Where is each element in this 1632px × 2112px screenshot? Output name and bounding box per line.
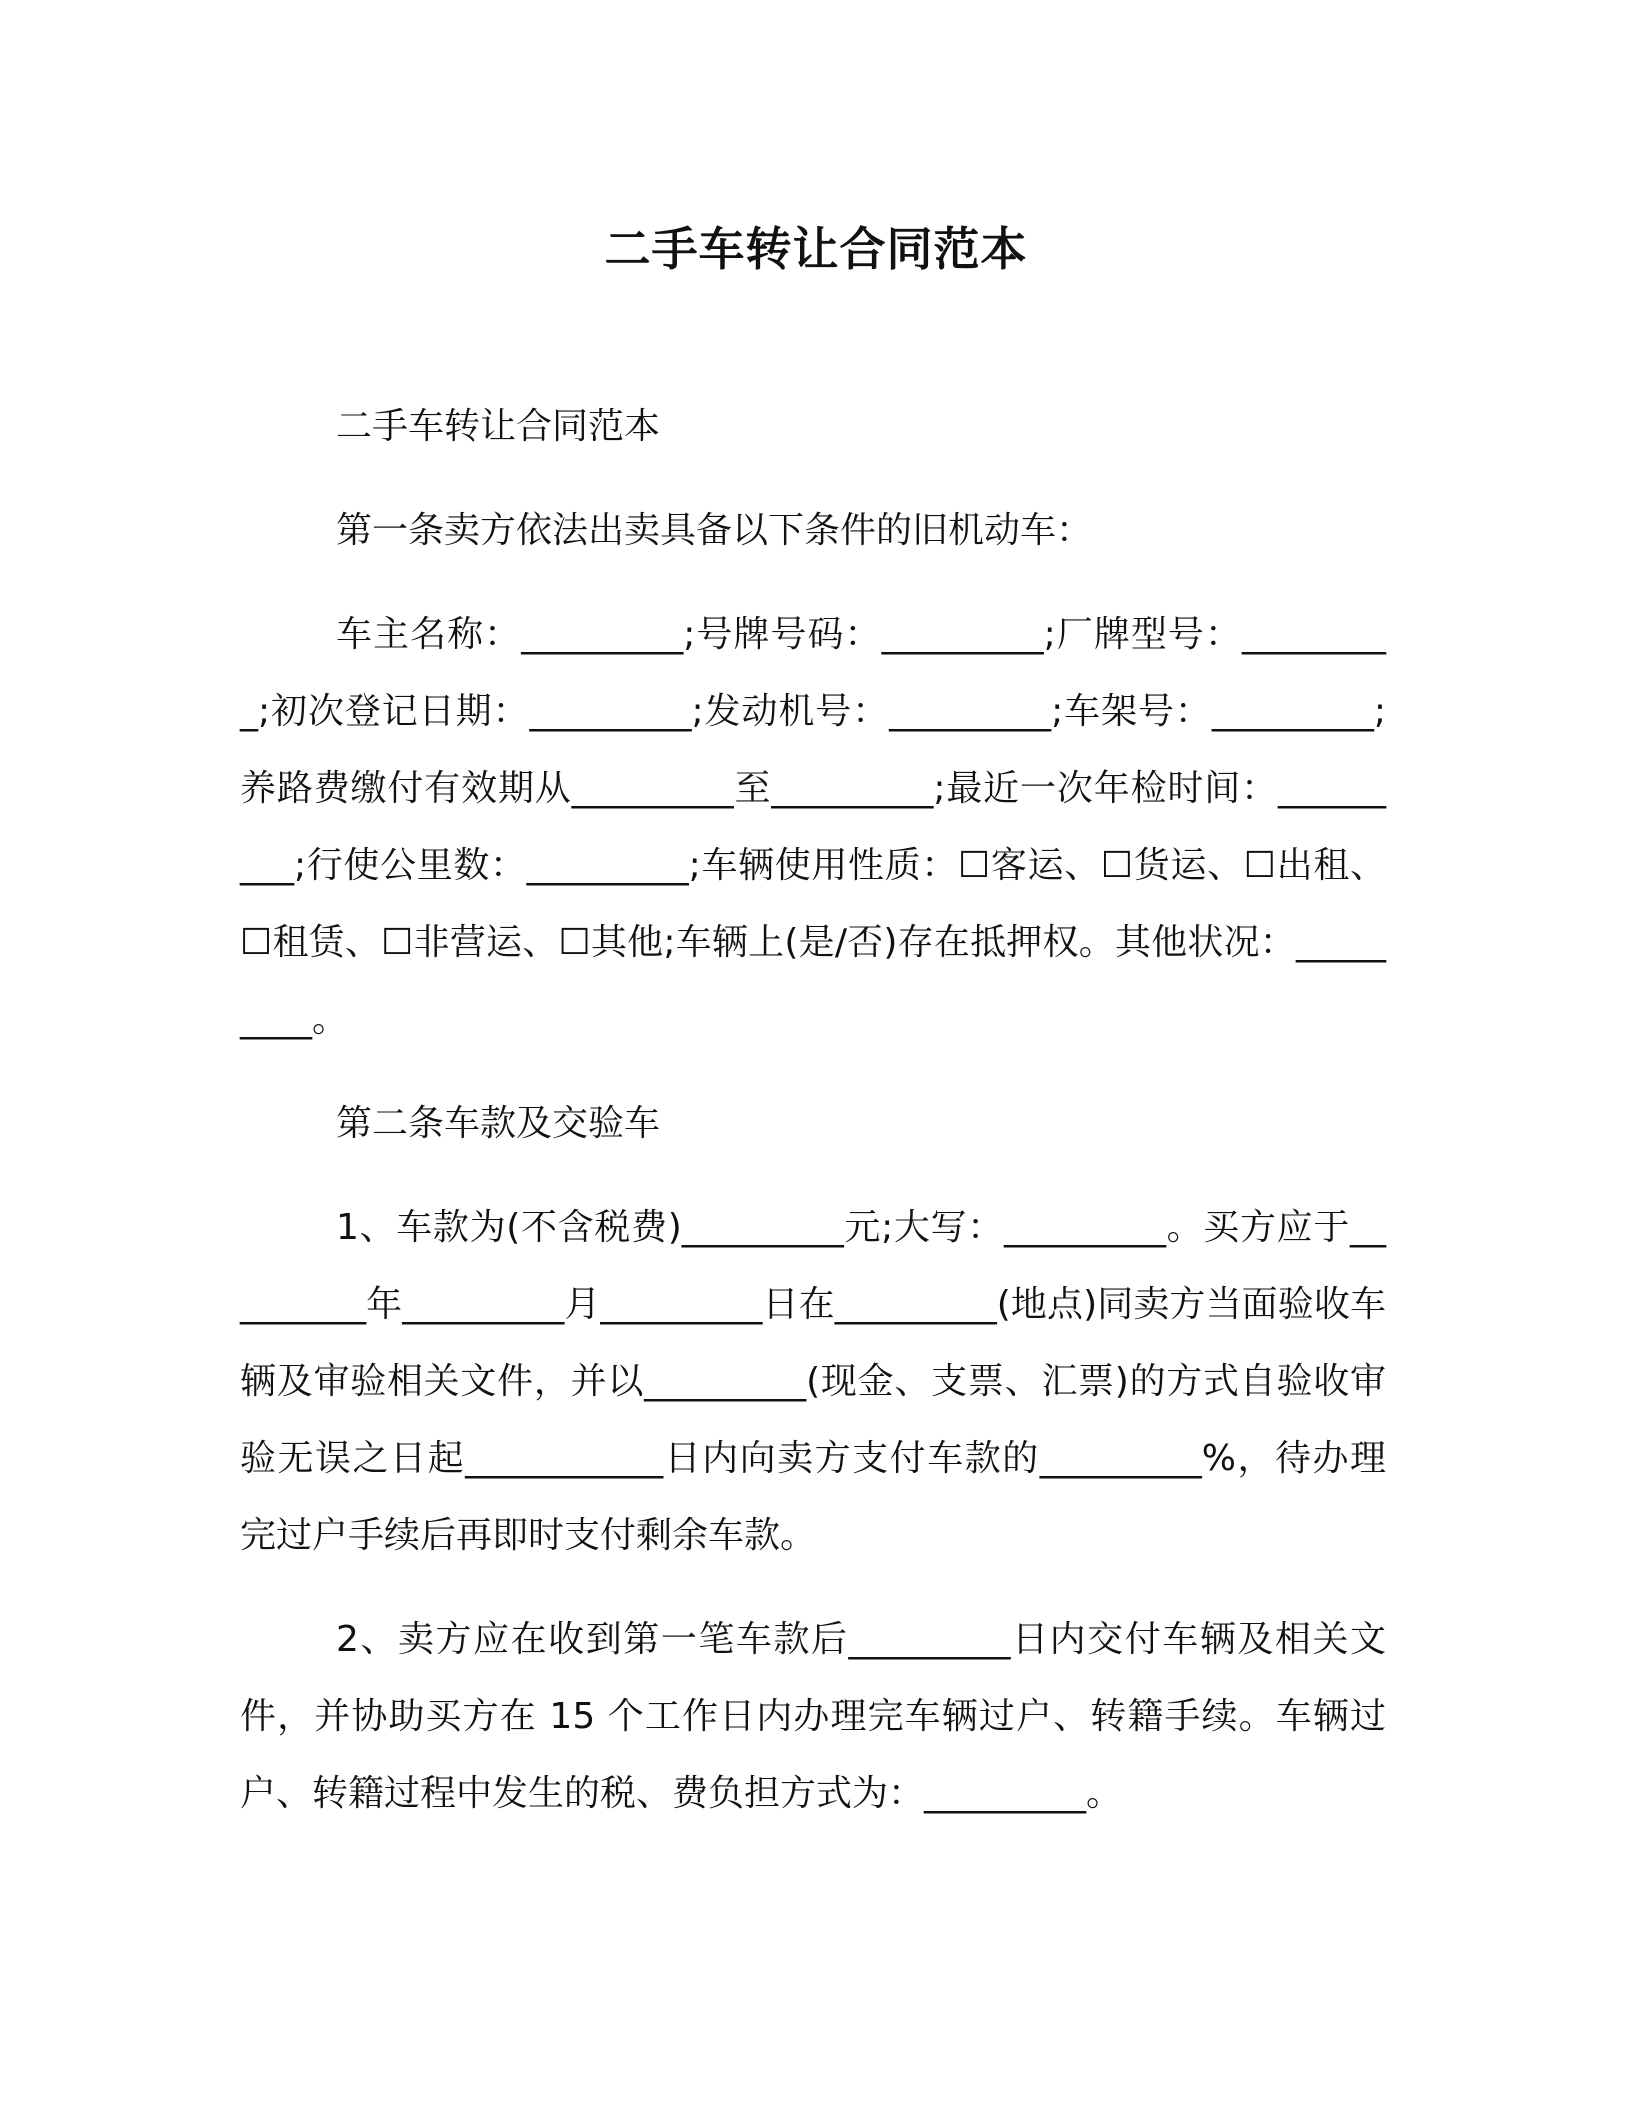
document-body [240, 388, 1386, 1832]
delivery-clause-paragraph: 2、卖方应在收到第一笔车款后_________日内交付车辆及相关文件，并协助买方在 15 个工作日内办理完车辆过户、转籍手续。车辆过户、转籍过程中发生的税、费负担方式为：_________。 [240, 1619, 1386, 1814]
payment-clause-paragraph: 1、车款为(不含税费)_________元;大写：_________。买方应于_________年_________月_________日在_________(地点)同卖方当面验收车辆及审验相关文件，并以_________(现金、支票、汇票)的方式自验收审验无误之日起___________日内向卖方支付车款的_________%，待办理完过户手续后再即时支付剩余车款。 [240, 1207, 1386, 1556]
vehicle-info-paragraph: 车主名称：_________;号牌号码：_________;厂牌型号：_________;初次登记日期：_________;发动机号：_________;车架号：_________;养路费缴付有效期从_________至_________;最近一次年检时间：_________;行使公里数：_________;车辆使用性质：☐客运、☐货运、☐出租、☐租赁、☐非营运、☐其他;车辆上(是/否)存在抵押权。其他状况：_________。 [240, 614, 1386, 1040]
document-subtitle: 二手车转让合同范本 [336, 406, 661, 447]
article-1-heading: 第一条卖方依法出卖具备以下条件的旧机动车： [336, 510, 1093, 551]
article-2-heading: 第二条车款及交验车 [336, 1103, 661, 1144]
document-title: 二手车转让合同范本 [604, 222, 1028, 276]
